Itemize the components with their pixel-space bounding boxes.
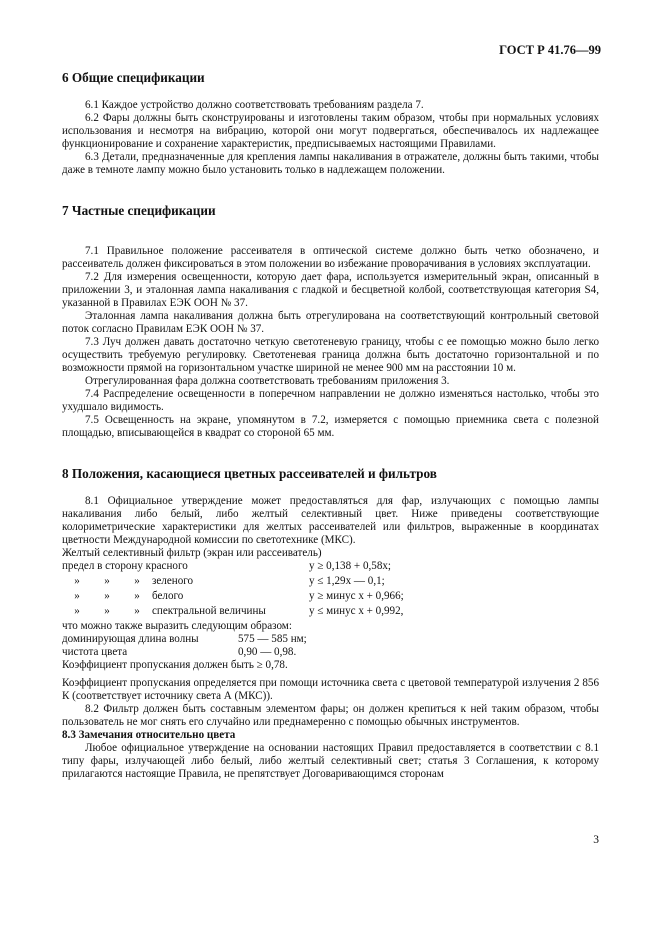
dominant-wavelength-value: 575 — 585 нм; (238, 633, 307, 645)
limit-label: зеленого (152, 575, 194, 587)
paragraph-7-3: 7.3 Луч должен давать достаточно четкую светотеневую границу, чтобы с ее помощью можно было легко осуществить требуемую регулировку. Светотеневая граница должна быть достаточно горизонтальной и по возможности прямой на горизонтальном участке шириной не менее 900 мм на расстоянии 10 м. (62, 336, 599, 374)
document-body (62, 70, 599, 781)
subsection-8-3-title: 8.3 Замечания относительно цвета (62, 729, 236, 741)
paragraph-8-2: 8.2 Фильтр должен быть составным элементом фары; он должен крепиться к ней таким образом, чтобы пользователь не мог снять его случайно или преднамеренно с помощью обычных инструментов. (62, 703, 599, 728)
dominant-wavelength-label: доминирующая длина волны (62, 633, 199, 645)
dominant-wavelength-row (62, 633, 599, 646)
paragraph-7-4: 7.4 Распределение освещенности в поперечном направлении не должно изменяться настолько, чтобы это ухудшало видимость. (62, 388, 599, 413)
limit-expression: y ≤ минус x + 0,992, (309, 605, 404, 617)
paragraph-7-2-lamp: Эталонная лампа накаливания должна быть отрегулирована на соответствующий контрольный световой поток согласно Правилам ЕЭК ООН № 37. (62, 310, 599, 335)
limit-row-red (62, 560, 599, 575)
also-expressed: что можно также выразить следующим образом: (62, 620, 292, 632)
purity-value: 0,90 — 0,98. (238, 646, 297, 658)
ditto-mark: » (104, 605, 110, 617)
purity-row (62, 646, 599, 659)
paragraph-7-2: 7.2 Для измерения освещенности, которую дает фара, используется измерительный экран, описанный в приложении 3, и эталонная лампа накаливания с гладкой и бесцветной колбой, соответствующая категория S4, указанной в Правилах ЕЭК ООН № 37. (62, 271, 599, 309)
transmittance-method: Коэффициент пропускания определяется при помощи источника света с цветовой температурой излучения 2 856 К (соответствует источнику света А (МКС)). (62, 677, 599, 702)
paragraph-8-3: Любое официальное утверждение на основании настоящих Правил предоставляется в соответствии с 8.1 типу фары, излучающей либо белый, либо желтый селективный свет; статья 3 Соглашения, к которому прилагаются настоящие Правила, не препятствует Договаривающимся сторонам (62, 742, 599, 780)
paragraph-7-3-adjusted: Отрегулированная фара должна соответствовать требованиям приложения 3. (85, 375, 450, 387)
ditto-mark: » (104, 590, 110, 602)
paragraph-6-2: 6.2 Фары должны быть сконструированы и изготовлены таким образом, чтобы при нормальных условиях использования и несмотря на вибрацию, которой они могут подвергаться, обеспечивалось их надлежащее функционирование и сохранение характеристик, предписываемых настоящими Правилами. (62, 112, 599, 150)
limit-expression: y ≥ 0,138 + 0,58x; (309, 560, 391, 572)
section-8-title: 8 Положения, касающиеся цветных рассеивателей и фильтров (62, 466, 437, 481)
purity-label: чистота цвета (62, 646, 128, 658)
ditto-mark: » (134, 575, 140, 587)
paragraph-6-3: 6.3 Детали, предназначенные для крепления лампы накаливания в отражателе, должны быть такими, чтобы даже в темноте лампу можно было установить только в надлежащем положении. (62, 151, 599, 176)
document-header: ГОСТ Р 41.76—99 (499, 43, 601, 57)
ditto-mark: » (104, 575, 110, 587)
ditto-mark: » (134, 605, 140, 617)
section-6-title: 6 Общие спецификации (62, 70, 205, 85)
limit-expression: y ≥ минус x + 0,966; (309, 590, 404, 602)
transmittance-requirement: Коэффициент пропускания должен быть ≥ 0,78. (62, 659, 288, 671)
limit-label: спектральной величины (152, 605, 266, 617)
limit-row-spectral (62, 605, 599, 620)
limit-label: белого (152, 590, 184, 602)
limit-row-green (62, 575, 599, 590)
limit-row-white (62, 590, 599, 605)
ditto-mark: » (134, 590, 140, 602)
filter-title: Желтый селективный фильтр (экран или рассеиватель) (62, 547, 322, 559)
section-7-title: 7 Частные спецификации (62, 203, 216, 218)
ditto-mark: » (74, 590, 80, 602)
ditto-mark: » (74, 575, 80, 587)
paragraph-8-1: 8.1 Официальное утверждение может предоставляться для фар, излучающих с помощью лампы накаливания либо белый, либо желтый селективный цвет. Ниже приведены соответствующие колориметрические характеристики для желтых рассеивателей или фильтров, выраженные в координатах цветности Международной комиссии по светотехнике (МКС). (62, 495, 599, 546)
paragraph-6-1: 6.1 Каждое устройство должно соответствовать требованиям раздела 7. (85, 99, 424, 111)
ditto-mark: » (74, 605, 80, 617)
limit-label: предел в сторону красного (62, 560, 188, 572)
paragraph-7-1: 7.1 Правильное положение рассеивателя в оптической системе должно быть четко обозначено, и рассеиватель должен фиксироваться в этом положении во избежание проворачивания в условиях эксплуатации. (62, 245, 599, 270)
page-number: 3 (593, 834, 599, 846)
paragraph-7-5: 7.5 Освещенность на экране, упомянутом в 7.2, измеряется с помощью приемника света с полезной площадью, вписывающейся в квадрат со стороной 65 мм. (62, 414, 599, 439)
limit-expression: y ≤ 1,29x — 0,1; (309, 575, 385, 587)
